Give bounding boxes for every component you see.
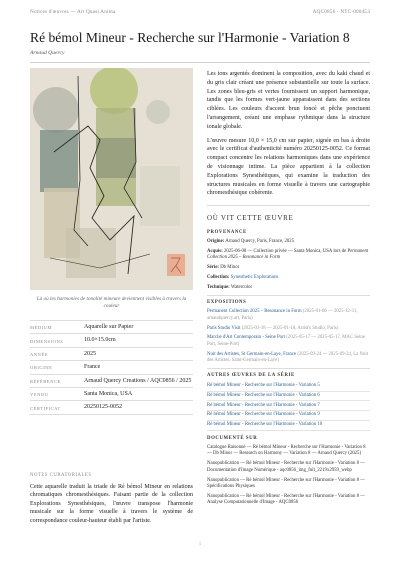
technique-value: Watercolor bbox=[230, 285, 253, 291]
curatorial-notes-heading: NOTES CURATORIALES bbox=[30, 473, 92, 478]
page-number: 1 bbox=[198, 542, 202, 547]
documents-list bbox=[207, 445, 370, 507]
site-name[interactable]: Notices d'œuvres — Art Quasi Anima bbox=[30, 9, 116, 15]
document-link[interactable]: Nanopublication — Ré bémol Mineur - Recherche sur l'Harmonie - Variation 8 — Documentation d'Image Numérique - aqc0856_img_full_2219x2959_webp bbox=[207, 461, 365, 473]
series-link[interactable]: Ré bémol Mineur - Recherche sur l'Harmonie - Variation 9 bbox=[207, 411, 370, 421]
meta-value: Santa Monica, USA bbox=[84, 391, 133, 398]
metadata-table bbox=[30, 320, 193, 415]
exposition-item bbox=[207, 309, 370, 322]
documented-heading: DOCUMENTÉ SUR bbox=[207, 435, 258, 441]
exposition-detail: (2025-05-17 — 2025-05-17, MAC Seine Port, Seine-Port) bbox=[207, 335, 365, 347]
provenance-series bbox=[207, 265, 370, 271]
section-divider bbox=[207, 205, 370, 206]
meta-key: ANNÉE bbox=[30, 352, 49, 357]
meta-value: Arnaud Quercy Creations / AQC0856 / 2025 bbox=[84, 377, 192, 384]
series-link[interactable]: Ré bémol Mineur - Recherche sur l'Harmonie - Variation 7 bbox=[207, 401, 370, 411]
description-paragraph: L'œuvre mesure 10,0 × 15,0 cm sur papier, signée en bas à droite avec le certificat d'authenticité numéro 20250125-0052. Ce format compact concentre les relations harmoniques dans une expérience de visionnage intime. La pièce appartient à la collection Explorations Synesthétiques, qui examine la traduction des structures musicales en forme visuelle à travers une cartographie chromesthésique cohérente. bbox=[207, 137, 370, 197]
artist-name: Arnaud Quercy bbox=[30, 50, 65, 56]
provenance-heading: PROVENANCE bbox=[207, 230, 247, 235]
technique-label: Technique: bbox=[207, 285, 230, 291]
acquired-event: ermanent Collection 2025 – Resonance in Form bbox=[207, 249, 369, 261]
exposition-item bbox=[207, 352, 370, 365]
meta-row bbox=[30, 321, 193, 334]
expositions-list bbox=[207, 309, 370, 364]
series-link[interactable]: Ré bémol Mineur - Recherche sur l'Harmonie - Variation 10 bbox=[207, 421, 370, 431]
image-caption: Là où les harmonies de tonalité mineure deviennent visibles à travers la couleur bbox=[36, 296, 187, 310]
document-link[interactable]: Catalogue Raisonné — Ré bémol Mineur - Recherche sur l'Harmonie - Variation 8 — Db Minor — Research on Harmony — Variation 8 — Arnaud Quercy (2025) bbox=[207, 444, 366, 457]
header-divider bbox=[30, 62, 370, 63]
meta-key: ORIGINE bbox=[30, 365, 53, 371]
exposition-link[interactable]: Nuit des Artistes, St Germain-en-Laye, France bbox=[207, 351, 297, 357]
exposition-detail: (2025-01-18 — 2025-01-18, Artist's Studio, Paris) bbox=[241, 325, 339, 331]
artwork-title: Ré bémol Mineur - Recherche sur l'Harmonie - Variation 8 bbox=[30, 30, 350, 45]
section-divider bbox=[207, 295, 370, 296]
top-bar bbox=[30, 9, 370, 19]
expositions-heading: EXPOSITIONS bbox=[207, 300, 247, 306]
acquired-value: 2025-06-08 — Collection privée — Santa Monica, USA lors de P bbox=[223, 249, 351, 254]
exposition-detail: (2025-09-24 — 2025-09-24, La Nuit des Artistes, Saint-Germain-en-Laye) bbox=[207, 351, 369, 364]
meta-row bbox=[30, 361, 193, 374]
document-link[interactable]: Nanopublication — Ré bémol Mineur - Recherche sur l'Harmonie - Variation 8 — Spécifications Physiques bbox=[207, 477, 365, 489]
exposition-link[interactable]: Marché d'Art Contemporain - Seine Port bbox=[207, 335, 285, 341]
artwork-image bbox=[30, 68, 193, 290]
series-label: Série: bbox=[207, 265, 219, 271]
series-value: Db Minor bbox=[220, 265, 240, 271]
meta-row bbox=[30, 388, 193, 401]
right-column-details bbox=[207, 230, 370, 510]
reference-code: AQC0856 · NTC-000453 bbox=[312, 9, 370, 15]
meta-key: MÉDIUM bbox=[30, 325, 53, 331]
curatorial-notes-text: Cette aquarelle traduit la triade de Ré bémol Mineur en relations chromatiques chromesthésiques. Faisant partie de la collection Explorations Synesthésiques, l'œuvre transpose l'harmonie musicale sur la forme visuelle à travers le système de correspondance couleur-hauteur établi par l'artiste. bbox=[30, 484, 193, 524]
exposition-link[interactable]: Permanent Collection 2025 – Resonance in Form bbox=[207, 309, 302, 315]
origin-value: Arnaud Quercy, Paris, France, 2025 bbox=[225, 239, 295, 244]
description-paragraph: Les tons argentés dominent la composition, avec du kaki chaud et du gris clair créant une présence substantielle sur toute la surface. Les zones bleu-gris et vertes fournissent un support harmonique, tandis que les formes vert-jaune apparaissent dans des sections ciblées. Les couleurs d'accent brun foncé et pêche ponctuent l'arrangement, créant une emphase rythmique dans la structure tonale globale. bbox=[207, 71, 370, 130]
exposition-item bbox=[207, 326, 370, 332]
meta-value: 20250125-0052 bbox=[84, 404, 122, 411]
meta-value: France bbox=[84, 364, 101, 371]
exposition-item bbox=[207, 335, 370, 348]
provenance-technique bbox=[207, 285, 370, 291]
exposition-detail: (2025-01-06 — 2025-12-31, arnaudquercy.art, Paris) bbox=[207, 309, 358, 321]
exposition-link[interactable]: Paris Studio Visit bbox=[207, 325, 241, 331]
provenance-collection bbox=[207, 275, 370, 281]
collection-label: Collection: bbox=[207, 275, 230, 281]
meta-row bbox=[30, 375, 193, 388]
provenance-acquired bbox=[207, 249, 370, 262]
series-list bbox=[207, 382, 370, 431]
meta-key: DIMENSIONS bbox=[30, 338, 64, 344]
section-divider bbox=[207, 368, 370, 369]
where-heading: OÙ VIT CETTE ŒUVRE bbox=[207, 214, 294, 222]
origin-label: Origine: bbox=[207, 239, 225, 244]
artwork-description bbox=[207, 70, 370, 203]
meta-row bbox=[30, 401, 193, 414]
series-link[interactable]: Ré bémol Mineur - Recherche sur l'Harmonie - Variation 6 bbox=[207, 392, 370, 402]
meta-value: 10.0×15.0cm bbox=[84, 337, 116, 344]
meta-key: CERTIFICAT bbox=[30, 405, 61, 411]
acquired-label: Acquis: bbox=[207, 249, 223, 254]
collection-link[interactable]: Synesthetic Explorations bbox=[230, 275, 279, 281]
meta-value: 2025 bbox=[84, 350, 96, 357]
meta-key: RÉFÉRENCE bbox=[30, 378, 61, 384]
provenance-origin bbox=[207, 239, 370, 245]
meta-row bbox=[30, 334, 193, 347]
series-link[interactable]: Ré bémol Mineur - Recherche sur l'Harmonie - Variation 5 bbox=[207, 382, 370, 392]
series-heading: AUTRES ŒUVRES DE LA SÉRIE bbox=[207, 372, 295, 378]
meta-row bbox=[30, 348, 193, 361]
meta-key: VENDU bbox=[30, 392, 49, 398]
provenance-block bbox=[207, 239, 370, 292]
document-link[interactable]: Nanopublication — Ré bémol Mineur - Recherche sur l'Harmonie - Variation 8 — Analyse Computationnelle d'Image - AQC0856 bbox=[207, 493, 365, 506]
meta-value: Aquarelle sur Papier bbox=[84, 324, 134, 330]
